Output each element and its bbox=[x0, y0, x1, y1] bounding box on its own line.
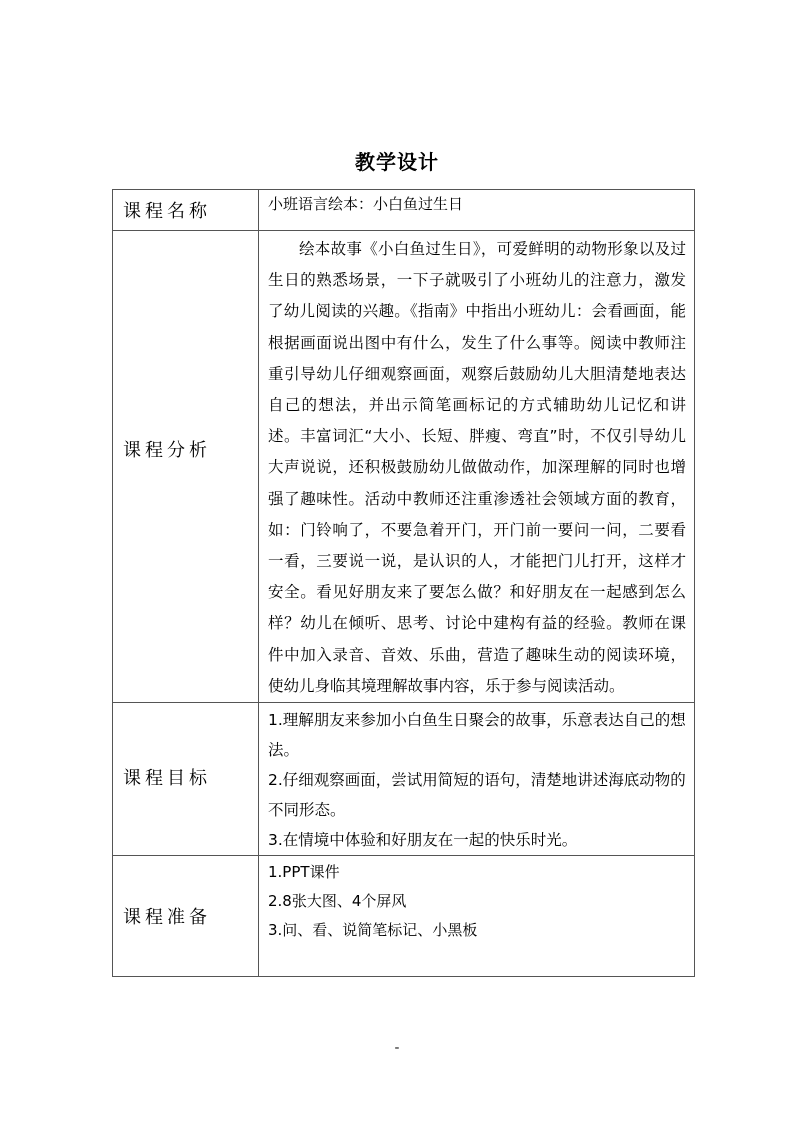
course-analysis-label: 课程分析 bbox=[123, 440, 211, 461]
course-analysis-text: 绘本故事《小白鱼过生日》，可爱鲜明的动物形象以及过生日的熟悉场景，一下子就吸引了小班幼儿的注意力，激发了幼儿阅读的兴趣。《指南》中指出小班幼儿：会看画面，能根据画面说出图中有什么，发生了什么事等。阅读中教师注重引导幼儿仔细观察画面，观察后鼓励幼儿大胆清楚地表达自己的想法，并出示简笔画标记的方式辅助幼儿记忆和讲述。丰富词汇“大小、长短、胖瘦、弯直”时，不仅引导幼儿大声说说，还积极鼓励幼儿做做动作，加深理解的同时也增强了趣味性。活动中教师还注重渗透社会领域方面的教育，如：门铃响了，不要急着开门，开门前一要问一问，二要看一看，三要说一说，是认识的人，才能把门儿打开，这样才安全。看见好朋友来了要怎么做？和好朋友在一起感到怎么样？幼儿在倾听、思考、讨论中建构有益的经验。教师在课件中加入录音、音效、乐曲，营造了趣味生动的阅读环境，使幼儿身临其境理解故事内容，乐于参与阅读活动。 bbox=[268, 240, 686, 695]
content-cell bbox=[259, 190, 695, 231]
lesson-design-table bbox=[112, 189, 695, 977]
document-title: 教学设计 bbox=[355, 150, 439, 174]
table-row-course-preparation bbox=[113, 856, 695, 977]
list-item: 1.PPT课件 bbox=[268, 863, 340, 882]
label-cell bbox=[113, 856, 259, 977]
content-cell bbox=[259, 703, 695, 856]
goals-list bbox=[268, 703, 686, 855]
page-number: - bbox=[394, 1040, 400, 1055]
list-item: 2.8张大图、4个屏风 bbox=[268, 892, 407, 911]
label-cell bbox=[113, 703, 259, 856]
table-row-course-goals bbox=[113, 703, 695, 856]
table-row-course-analysis bbox=[113, 231, 695, 703]
list-item: 2.仔细观察画面，尝试用简短的语句，清楚地讲述海底动物的不同形态。 bbox=[268, 771, 686, 820]
content-cell bbox=[259, 231, 695, 703]
course-name-value: 小班语言绘本：小白鱼过生日 bbox=[268, 195, 464, 213]
preparation-list bbox=[268, 856, 686, 945]
label-cell bbox=[113, 190, 259, 231]
course-name-label: 课程名称 bbox=[123, 201, 211, 222]
course-preparation-label: 课程准备 bbox=[123, 907, 211, 929]
content-cell bbox=[259, 856, 695, 977]
table-row-course-name bbox=[113, 190, 695, 231]
label-cell bbox=[113, 231, 259, 703]
list-item: 3.问、看、说简笔标记、小黑板 bbox=[268, 921, 478, 940]
list-item: 1.理解朋友来参加小白鱼生日聚会的故事，乐意表达自己的想法。 bbox=[268, 711, 686, 760]
course-goals-label: 课程目标 bbox=[123, 768, 211, 790]
list-item: 3.在情境中体验和好朋友在一起的快乐时光。 bbox=[268, 831, 578, 850]
